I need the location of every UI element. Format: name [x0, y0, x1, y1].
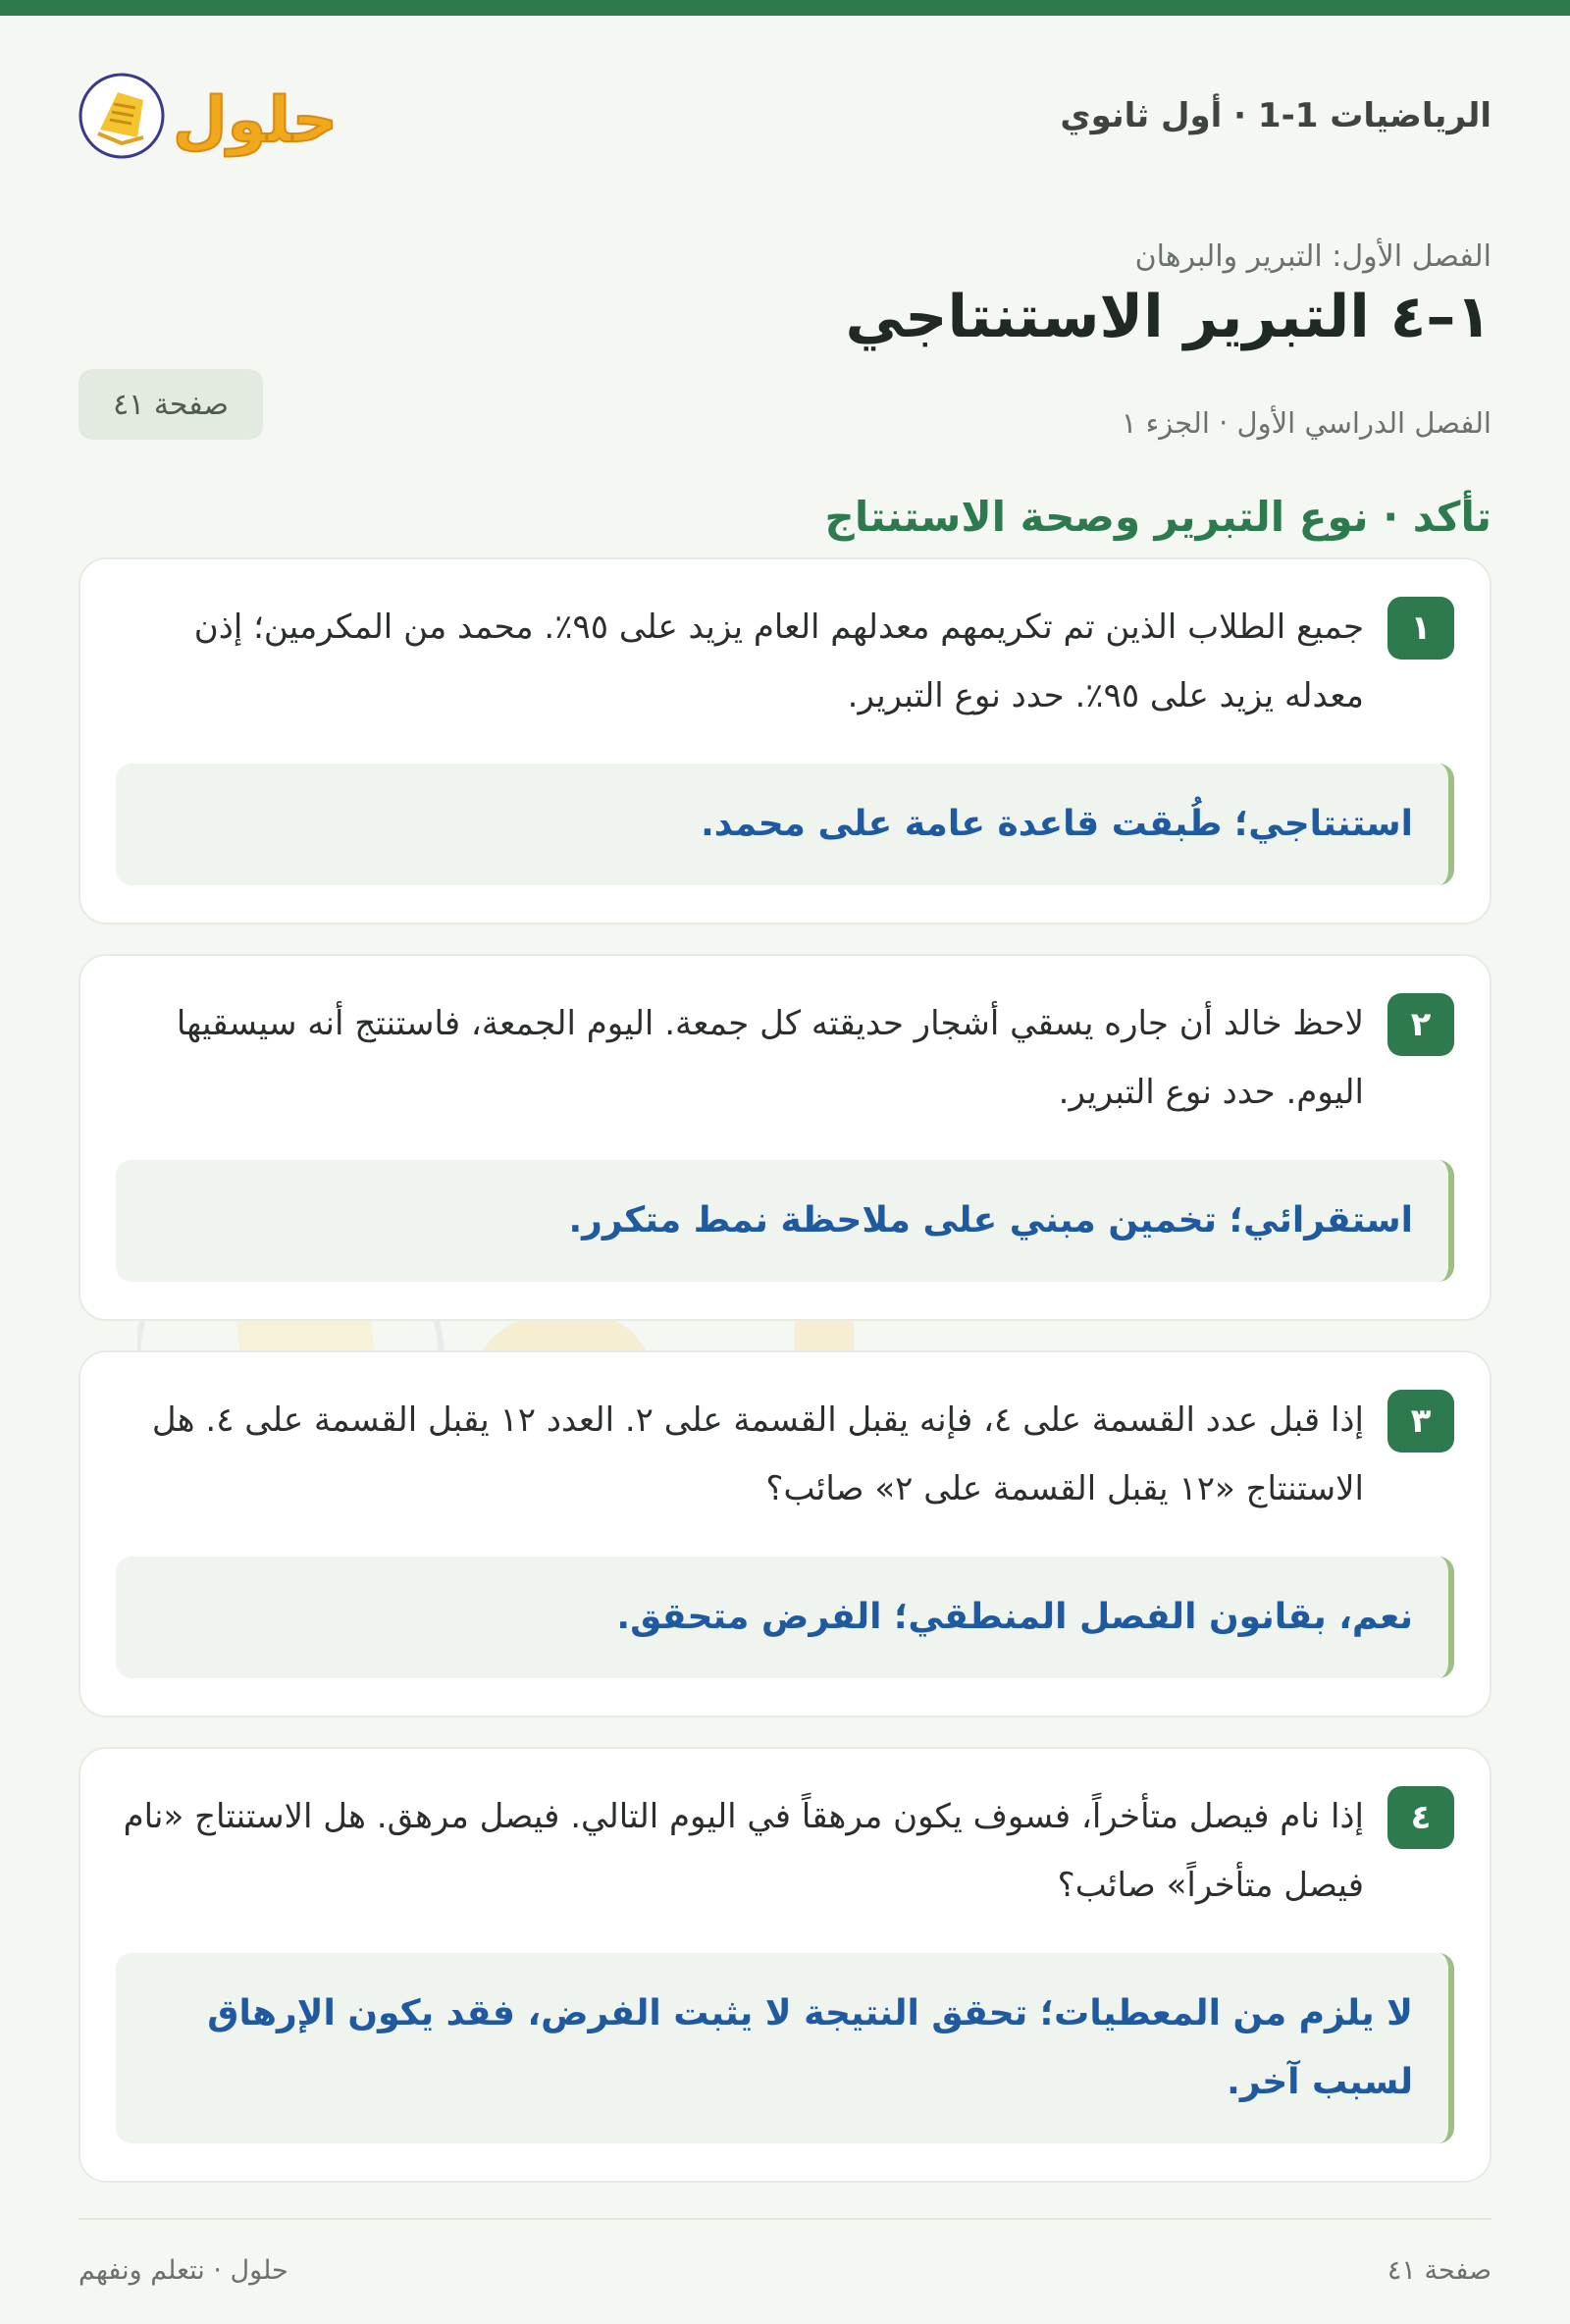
- answer-text: استقرائي؛ تخمين مبني على ملاحظة نمط متكرر.: [568, 1200, 1413, 1241]
- lesson-title: ١–٤ التبرير الاستنتاجي: [845, 283, 1492, 351]
- question-text: إذا نام فيصل متأخراً، فسوف يكون مرهقاً في اليوم التالي. فيصل مرهق. هل الاستنتاج «نام فيصل متأخراً» صائب؟: [123, 1797, 1364, 1905]
- footer-divider: [78, 2218, 1492, 2220]
- answer-box: [116, 1160, 1454, 1282]
- answer-text: استنتاجي؛ طُبقت قاعدة عامة على محمد.: [701, 804, 1413, 844]
- answer-text: لا يلزم من المعطيات؛ تحقق النتيجة لا يثبت الفرض، فقد يكون الإرهاق لسبب آخر.: [207, 1993, 1413, 2102]
- answer-box: [116, 1557, 1454, 1678]
- chapter-title: الفصل الأول: التبرير والبرهان: [1134, 239, 1492, 274]
- answer-box: [116, 1953, 1454, 2143]
- question-text: إذا قبل عدد القسمة على ٤، فإنه يقبل القسمة على ٢. العدد ١٢ يقبل القسمة على ٤. هل الاستنتاج «١٢ يقبل القسمة على ٢» صائب؟: [151, 1400, 1364, 1508]
- section-title: تأكد · نوع التبرير وصحة الاستنتاج: [824, 493, 1492, 541]
- answer-box: [116, 764, 1454, 885]
- question-card: [78, 954, 1492, 1321]
- book-icon: [80, 75, 163, 157]
- term-info: الفصل الدراسي الأول · الجزء ١: [1121, 406, 1492, 440]
- logo: [78, 65, 353, 167]
- question-text: جميع الطلاب الذين تم تكريمهم معدلهم العام يزيد على ٩٥٪. محمد من المكرمين؛ إذن معدله يزيد على ٩٥٪. حدد نوع التبرير.: [193, 607, 1364, 715]
- question-number: ٤: [1387, 1786, 1454, 1849]
- question-number: ٣: [1387, 1390, 1454, 1452]
- question-text: لاحظ خالد أن جاره يسقي أشجار حديقته كل جمعة. اليوم الجمعة، فاستنتج أنه سيسقيها اليوم. حدد نوع التبرير.: [176, 1004, 1364, 1112]
- page-badge: صفحة ٤١: [78, 369, 263, 440]
- subject-title: الرياضيات 1-1 · أول ثانوي: [1060, 96, 1492, 135]
- question-card: [78, 1350, 1492, 1717]
- question-number: ٢: [1387, 993, 1454, 1056]
- footer-page-number: صفحة ٤١: [1387, 2255, 1492, 2286]
- logo-text: حلول: [173, 84, 338, 157]
- question-card: [78, 1747, 1492, 2183]
- question-card: [78, 557, 1492, 924]
- footer-brand: حلول · نتعلم ونفهم: [78, 2255, 288, 2286]
- top-accent-bar: [0, 0, 1570, 16]
- page-header: [78, 65, 1492, 173]
- question-number: ١: [1387, 597, 1454, 660]
- page: [78, 16, 1492, 2324]
- answer-text: نعم، بقانون الفصل المنطقي؛ الفرض متحقق.: [616, 1597, 1413, 1637]
